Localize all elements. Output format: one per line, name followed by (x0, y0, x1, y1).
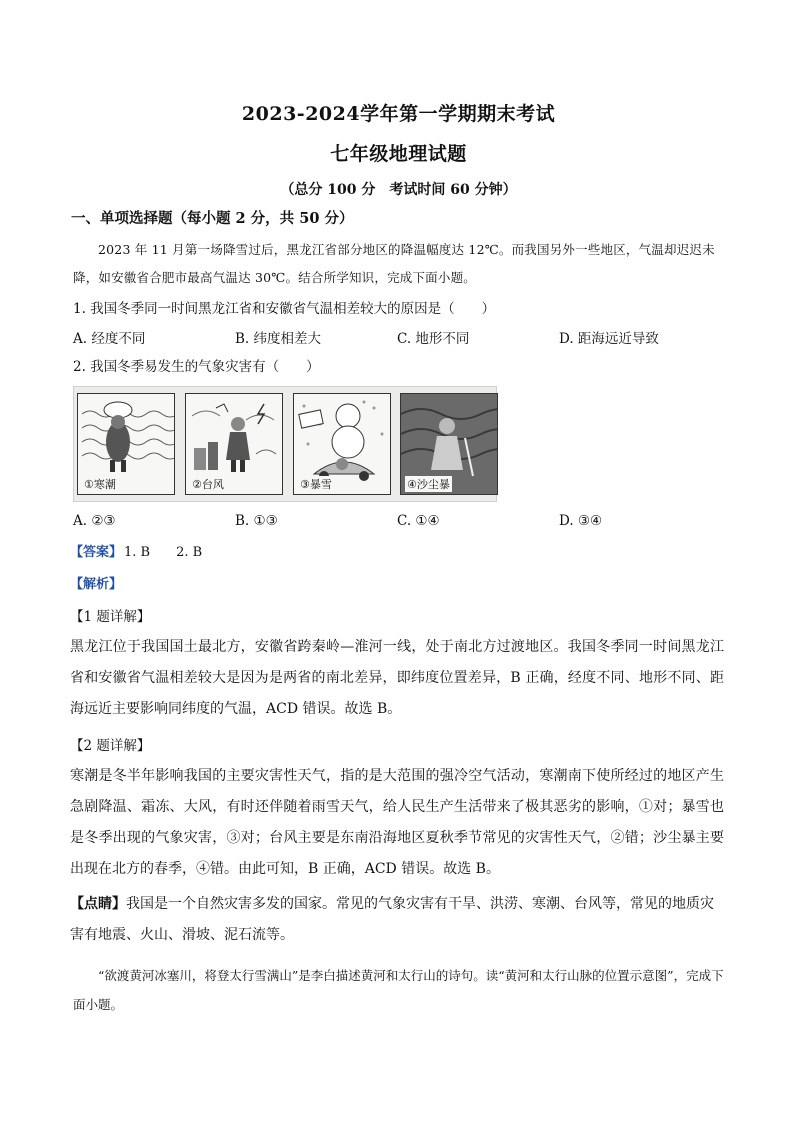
tip-paragraph (70, 889, 724, 951)
tip-text: 我国是一个自然灾害多发的国家。常见的气象灾害有干旱、洪涝、寒潮、台风等，常见的地质灾害有地震、火山、滑坡、泥石流等。 (70, 896, 714, 943)
question-2-stem: 2. 我国冬季易发生的气象灾害有（ ） (73, 359, 320, 375)
panel-label-typhoon: ②台风 (192, 478, 224, 491)
q2-option-a[interactable]: A. ②③ (73, 513, 116, 529)
panel-sandstorm (400, 393, 498, 495)
panel-typhoon (185, 393, 283, 495)
panel-cold-wave (77, 393, 175, 495)
q2-option-d[interactable]: D. ③④ (559, 513, 603, 529)
tip-tag: 【点睛】 (70, 896, 126, 912)
analysis-line (70, 574, 724, 596)
detail-2-text: 寒潮是冬半年影响我国的主要灾害性天气，指的是大范围的强冷空气活动，寒潮南下使所经过的地区产生急剧降温、霜冻、大风，有时还伴随着雨雪天气，给人民生产生活带来了极其恶劣的影响，①对；暴雪也是冬季出现的气象灾害，③对；台风主要是东南沿海地区夏秋季节常见的灾害性天气，②错；沙尘暴主要出现在北方的春季，④错。由此可知，B 正确，ACD 错误。故选 B。 (70, 768, 724, 877)
q1-option-c[interactable]: C. 地形不同 (397, 331, 470, 347)
panel-blizzard (293, 393, 391, 495)
answer-tag: 【答案】 (70, 545, 123, 560)
question-2-options (73, 510, 724, 532)
intro-paragraph: 2023 年 11 月第一场降雪过后，黑龙江省部分地区的降温幅度达 12℃。而我国另外一些地区，气温却迟迟未降，如安徽省合肥市最高气温达 30℃。结合所学知识，完成下面小题。 (73, 242, 715, 285)
panel-label-blizzard: ③暴雪 (300, 478, 332, 491)
q1-option-b[interactable]: B. 纬度相差大 (235, 331, 322, 347)
exam-title: 2023-2024学年第一学期期末考试 (241, 103, 556, 125)
question-1-options (73, 328, 724, 350)
exam-meta: （总分 100 分 考试时间 60 分钟） (280, 182, 517, 198)
panel-label-cold-wave: ①寒潮 (84, 478, 116, 491)
disaster-cartoon-strip (73, 386, 497, 502)
answer-values: 1. B 2. B (124, 545, 203, 560)
section-heading: 一、单项选择题（每小题 2 分，共 50 分） (71, 210, 354, 227)
detail-1-text: 黑龙江位于我国国土最北方，安徽省跨秦岭—淮河一线，处于南北方过渡地区。我国冬季同一时间黑龙江省和安徽省气温相差较大是因为是两省的南北差异，即纬度位置差异，B 正确，经度不同、地形不同、距海远近主要影响同纬度的气温，ACD 错误。故选 B。 (70, 639, 724, 717)
detail-2-heading: 【2 题详解】 (70, 738, 151, 754)
answer-line (70, 542, 724, 564)
detail-1-heading: 【1 题详解】 (70, 609, 151, 625)
next-intro-paragraph: “欲渡黄河冰塞川，将登太行雪满山”是李白描述黄河和太行山的诗句。读“黄河和太行山脉的位置示意图”，完成下面小题。 (73, 968, 724, 1012)
q1-option-a[interactable]: A. 经度不同 (73, 331, 146, 347)
exam-subject: 七年级地理试题 (330, 143, 467, 165)
panel-label-sandstorm: ④沙尘暴 (407, 478, 450, 491)
q2-option-c[interactable]: C. ①④ (397, 513, 440, 529)
analysis-tag: 【解析】 (70, 577, 123, 592)
question-1-stem: 1. 我国冬季同一时间黑龙江省和安徽省气温相差较大的原因是（ ） (73, 301, 496, 317)
q1-option-d[interactable]: D. 距海远近导致 (559, 331, 659, 347)
q2-option-b[interactable]: B. ①③ (235, 513, 278, 529)
